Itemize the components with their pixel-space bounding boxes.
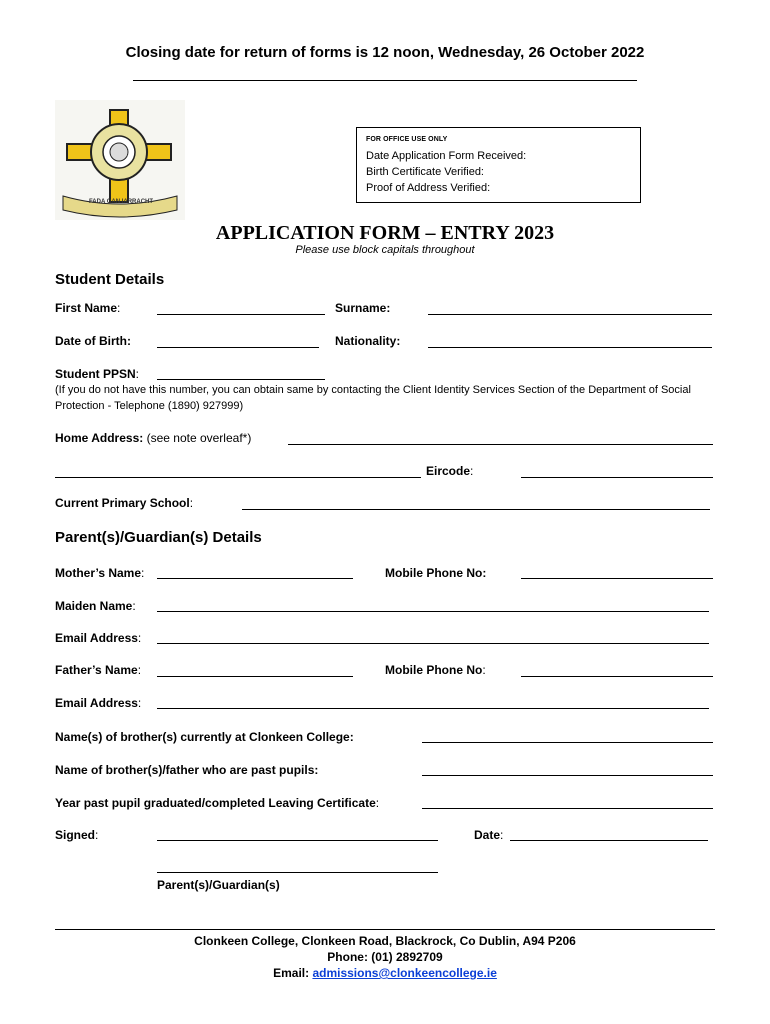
maiden-name-label: Maiden Name: [55, 599, 136, 613]
date-field[interactable] [510, 840, 708, 841]
closing-date-note: Closing date for return of forms is 12 noon, Wednesday, 26 October 2022 [125, 44, 645, 61]
office-row: Proof of Address Verified: [366, 182, 491, 194]
father-mobile-field[interactable] [521, 676, 713, 677]
college-crest-logo [55, 100, 185, 220]
header-rule [133, 80, 637, 81]
logo-motto: FADA GAN IARRACHT [88, 199, 154, 205]
office-use-heading: FOR OFFICE USE ONLY [366, 136, 448, 143]
footer-address: Clonkeen College, Clonkeen Road, Blackrock, Co Dublin, A94 P206 [194, 934, 576, 948]
signature-field[interactable] [157, 840, 438, 841]
mother-mobile-field[interactable] [521, 578, 713, 579]
ppsn-field[interactable] [157, 379, 325, 380]
date-label: Date: [474, 828, 504, 842]
mother-mobile-label: Mobile Phone No: [385, 566, 487, 580]
mother-email-field[interactable] [157, 643, 709, 644]
footer-email-line [0, 966, 770, 980]
home-address-field-2[interactable] [55, 477, 421, 478]
form-subtitle: Please use block capitals throughout [295, 244, 475, 256]
dob-field[interactable] [157, 347, 319, 348]
ppsn-label: Student PPSN: [55, 367, 140, 381]
past-pupils-field[interactable] [422, 775, 713, 776]
office-use-box [356, 127, 641, 203]
signed-label: Signed: [55, 828, 99, 842]
father-name-label: Father’s Name: [55, 663, 142, 677]
brothers-current-label: Name(s) of brother(s) currently at Clonkeen College: [55, 730, 354, 744]
footer-email-link[interactable]: admissions@clonkeencollege.ie [312, 966, 497, 980]
mother-name-field[interactable] [157, 578, 353, 579]
nationality-field[interactable] [428, 347, 712, 348]
mother-name-label: Mother’s Name: [55, 566, 145, 580]
office-row: Birth Certificate Verified: [366, 166, 484, 178]
form-title: APPLICATION FORM – ENTRY 2023 [215, 222, 555, 244]
ppsn-note: (If you do not have this number, you can obtain same by contacting the Client Identity Services Section of the Department of Social Protection - Telephone (1890) 927999) [55, 384, 691, 412]
eircode-label: Eircode: [426, 464, 474, 478]
eircode-field[interactable] [521, 477, 713, 478]
parents-details-heading: Parent(s)/Guardian(s) Details [55, 529, 262, 546]
father-email-field[interactable] [157, 708, 709, 709]
surname-label: Surname: [335, 301, 391, 315]
office-row: Date Application Form Received: [366, 150, 527, 162]
brothers-current-field[interactable] [422, 742, 713, 743]
footer-rule [55, 929, 715, 930]
first-name-label: First Name: [55, 301, 121, 315]
primary-school-field[interactable] [242, 509, 710, 510]
father-email-label: Email Address: [55, 696, 142, 710]
maiden-name-field[interactable] [157, 611, 709, 612]
dob-label: Date of Birth: [55, 334, 131, 348]
past-pupils-label: Name of brother(s)/father who are past pupils: [55, 763, 319, 777]
mother-email-label: Email Address: [55, 631, 142, 645]
home-address-label: Home Address: (see note overleaf*) [55, 431, 252, 445]
nationality-label: Nationality: [335, 334, 401, 348]
footer-email-label: Email: [273, 966, 310, 980]
father-mobile-label: Mobile Phone No: [385, 663, 486, 677]
first-name-field[interactable] [157, 314, 325, 315]
year-graduated-label: Year past pupil graduated/completed Leaving Certificate: [55, 796, 380, 810]
year-graduated-field[interactable] [422, 808, 713, 809]
footer-phone: Phone: (01) 2892709 [327, 950, 443, 964]
student-details-heading: Student Details [55, 271, 165, 288]
surname-field[interactable] [428, 314, 712, 315]
home-address-field[interactable] [288, 444, 713, 445]
primary-school-label: Current Primary School: [55, 496, 194, 510]
signature-caption: Parent(s)/Guardian(s) [157, 878, 280, 892]
father-name-field[interactable] [157, 676, 353, 677]
signature-field-2[interactable] [157, 872, 438, 873]
